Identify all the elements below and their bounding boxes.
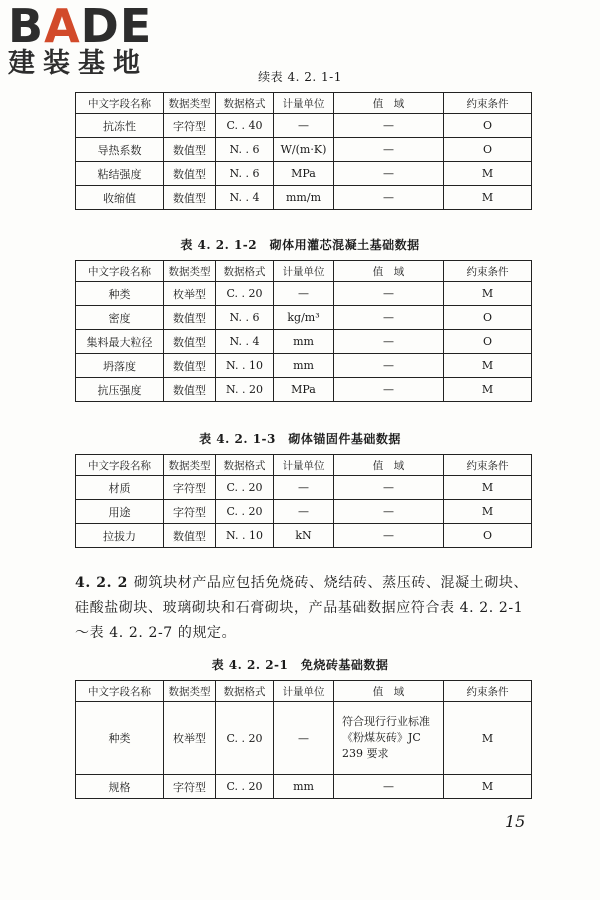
- table-cell: —: [274, 476, 334, 500]
- table-cell: O: [444, 114, 532, 138]
- column-header: 数据格式: [216, 93, 274, 114]
- logo-subtitle: 建装基地: [8, 48, 148, 79]
- logo-wordmark: BADE: [8, 0, 153, 53]
- column-header: 中文字段名称: [76, 261, 164, 282]
- table-cell: O: [444, 306, 532, 330]
- table-cell: O: [444, 138, 532, 162]
- table-cell: N. . 6: [216, 138, 274, 162]
- table-cell: C. . 20: [216, 775, 274, 799]
- table1: [75, 92, 532, 210]
- column-header: 中文字段名称: [76, 93, 164, 114]
- column-header: 约束条件: [444, 93, 532, 114]
- table-row: [76, 524, 532, 548]
- table-cell: 种类: [76, 702, 164, 775]
- table-cell: N. . 20: [216, 378, 274, 402]
- table4-caption: 表 4. 2. 2-1 免烧砖基础数据: [211, 658, 389, 672]
- column-header: 数据格式: [216, 455, 274, 476]
- table-cell: 符合现行行业标准《粉煤灰砖》JC 239 要求: [334, 702, 444, 775]
- table-cell: N. . 4: [216, 330, 274, 354]
- table-row: [76, 114, 532, 138]
- table2-caption: 表 4. 2. 1-2 砌体用灌芯混凝土基础数据: [180, 238, 420, 252]
- table-cell: C. . 20: [216, 500, 274, 524]
- table-cell: N. . 6: [216, 306, 274, 330]
- table-cell: M: [444, 162, 532, 186]
- table-cell: 字符型: [164, 500, 216, 524]
- table-cell: 抗压强度: [76, 378, 164, 402]
- table-cell: O: [444, 524, 532, 548]
- table-row: [76, 162, 532, 186]
- column-header: 约束条件: [444, 455, 532, 476]
- table3: [75, 454, 532, 548]
- table-cell: N. . 6: [216, 162, 274, 186]
- table-cell: 密度: [76, 306, 164, 330]
- table-cell: mm: [274, 775, 334, 799]
- table-row: [76, 306, 532, 330]
- table-cell: W/(m·K): [274, 138, 334, 162]
- table-row: [76, 186, 532, 210]
- table-cell: mm/m: [274, 186, 334, 210]
- table2: [75, 260, 532, 402]
- section-paragraph: [75, 571, 535, 646]
- table-cell: 拉拔力: [76, 524, 164, 548]
- table-cell: —: [334, 306, 444, 330]
- table-cell: 用途: [76, 500, 164, 524]
- table-cell: C. . 40: [216, 114, 274, 138]
- table-cell: 数值型: [164, 524, 216, 548]
- table-cell: 导热系数: [76, 138, 164, 162]
- column-header: 值 域: [334, 681, 444, 702]
- table-cell: —: [334, 138, 444, 162]
- table-cell: —: [334, 162, 444, 186]
- table-header-row: [76, 261, 532, 282]
- column-header: 计量单位: [274, 261, 334, 282]
- column-header: 数据格式: [216, 681, 274, 702]
- table-cell: 材质: [76, 476, 164, 500]
- table-cell: 种类: [76, 282, 164, 306]
- table-cell: —: [334, 282, 444, 306]
- table-cell: mm: [274, 330, 334, 354]
- table-header-row: [76, 681, 532, 702]
- table-cell: M: [444, 378, 532, 402]
- table1-caption: 续表 4. 2. 1-1: [258, 70, 342, 84]
- table-cell: mm: [274, 354, 334, 378]
- table-cell: 收缩值: [76, 186, 164, 210]
- table-cell: 规格: [76, 775, 164, 799]
- column-header: 计量单位: [274, 93, 334, 114]
- table-cell: —: [274, 114, 334, 138]
- column-header: 数据类型: [164, 261, 216, 282]
- table-cell: 字符型: [164, 114, 216, 138]
- table-cell: C. . 20: [216, 702, 274, 775]
- table-cell: —: [274, 702, 334, 775]
- table-cell: 字符型: [164, 775, 216, 799]
- table-cell: M: [444, 500, 532, 524]
- table-cell: —: [334, 775, 444, 799]
- table-cell: 枚举型: [164, 282, 216, 306]
- table-cell: —: [334, 330, 444, 354]
- section-text: 砌筑块材产品应包括免烧砖、烧结砖、蒸压砖、混凝土砌块、硅酸盐砌块、玻璃砌块和石膏砌块，产品基础数据应符合表 4. 2. 2-1～表 4. 2. 2-7 的规定。: [75, 575, 529, 641]
- table-cell: N. . 4: [216, 186, 274, 210]
- table-header-row: [76, 455, 532, 476]
- table-cell: O: [444, 330, 532, 354]
- table-cell: 抗冻性: [76, 114, 164, 138]
- column-header: 数据类型: [164, 681, 216, 702]
- table-cell: M: [444, 702, 532, 775]
- table-cell: C. . 20: [216, 476, 274, 500]
- table-cell: kN: [274, 524, 334, 548]
- column-header: 数据类型: [164, 455, 216, 476]
- table-row: [76, 702, 532, 775]
- table-cell: 枚举型: [164, 702, 216, 775]
- column-header: 计量单位: [274, 681, 334, 702]
- table-cell: C. . 20: [216, 282, 274, 306]
- table-cell: —: [334, 476, 444, 500]
- column-header: 中文字段名称: [76, 455, 164, 476]
- table4: [75, 680, 532, 799]
- table-cell: —: [334, 500, 444, 524]
- table-cell: 字符型: [164, 476, 216, 500]
- table-cell: —: [334, 114, 444, 138]
- table-cell: M: [444, 186, 532, 210]
- table-row: [76, 138, 532, 162]
- table-cell: M: [444, 775, 532, 799]
- column-header: 约束条件: [444, 681, 532, 702]
- table-cell: M: [444, 476, 532, 500]
- column-header: 值 域: [334, 455, 444, 476]
- table-header-row: [76, 93, 532, 114]
- table-cell: 坍落度: [76, 354, 164, 378]
- column-header: 约束条件: [444, 261, 532, 282]
- table-row: [76, 282, 532, 306]
- table-cell: N. . 10: [216, 524, 274, 548]
- table-cell: 数值型: [164, 330, 216, 354]
- table-cell: 数值型: [164, 186, 216, 210]
- section-number: 4. 2. 2: [75, 575, 128, 591]
- column-header: 数据类型: [164, 93, 216, 114]
- column-header: 值 域: [334, 93, 444, 114]
- table-cell: 数值型: [164, 378, 216, 402]
- table-cell: kg/m³: [274, 306, 334, 330]
- table-cell: —: [274, 282, 334, 306]
- table3-caption: 表 4. 2. 1-3 砌体锚固件基础数据: [199, 432, 401, 446]
- table-cell: —: [334, 378, 444, 402]
- table-cell: —: [274, 500, 334, 524]
- column-header: 值 域: [334, 261, 444, 282]
- table-cell: 数值型: [164, 138, 216, 162]
- column-header: 中文字段名称: [76, 681, 164, 702]
- table-row: [76, 775, 532, 799]
- table-row: [76, 378, 532, 402]
- table-cell: 数值型: [164, 162, 216, 186]
- table-cell: 数值型: [164, 306, 216, 330]
- table-cell: N. . 10: [216, 354, 274, 378]
- table-cell: —: [334, 186, 444, 210]
- table-row: [76, 354, 532, 378]
- page-number: 15: [505, 812, 526, 831]
- table-row: [76, 476, 532, 500]
- table-cell: MPa: [274, 162, 334, 186]
- table-row: [76, 330, 532, 354]
- table-cell: 集料最大粒径: [76, 330, 164, 354]
- column-header: 数据格式: [216, 261, 274, 282]
- table-cell: —: [334, 524, 444, 548]
- table-cell: MPa: [274, 378, 334, 402]
- table-cell: M: [444, 282, 532, 306]
- table-cell: 数值型: [164, 354, 216, 378]
- table-cell: —: [334, 354, 444, 378]
- column-header: 计量单位: [274, 455, 334, 476]
- table-cell: M: [444, 354, 532, 378]
- table-cell: 粘结强度: [76, 162, 164, 186]
- table-row: [76, 500, 532, 524]
